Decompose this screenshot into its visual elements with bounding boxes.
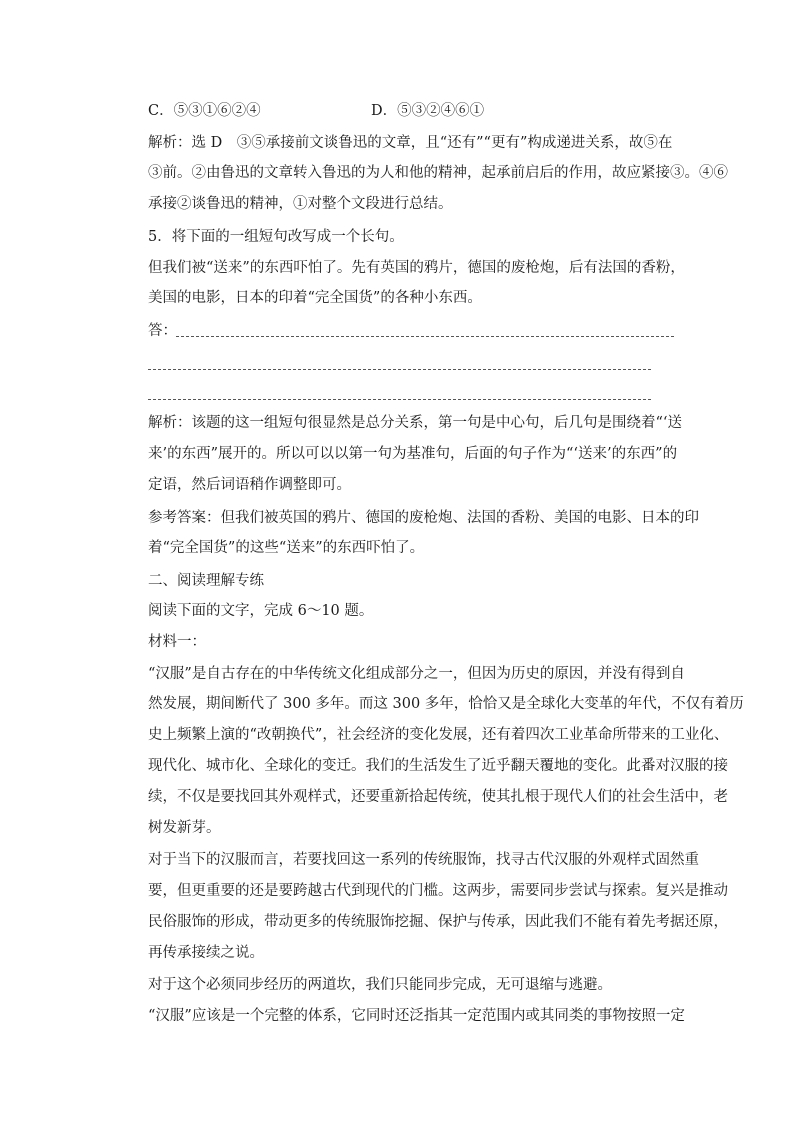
material-label: 材料一： [148, 634, 206, 650]
para1-line-6: 树发新芽。 [148, 820, 221, 836]
para4-line-1: “汉服”应该是一个完整的体系，它同时还泛指其一定范围内或其同类的事物按照一定 [148, 1008, 685, 1024]
q4-analysis-line-2: ③前。②由鲁迅的文章转入鲁迅的为人和他的精神，起承前启后的作用，故应紧接③。④⑥ [148, 165, 728, 181]
answer-blank-line-1[interactable] [176, 336, 674, 337]
q5-reference-answer-line-2: 着“完全国货”的这些“送来”的东西吓怕了。 [148, 540, 425, 556]
reading-instruction: 阅读下面的文字，完成 6～10 题。 [148, 603, 374, 619]
option-d: D．⑤③②④⑥① [371, 103, 485, 119]
section-heading: 二、阅读理解专练 [148, 573, 264, 589]
q5-title: 5．将下面的一组短句改写成一个长句。 [148, 229, 404, 245]
para1-line-2: 然发展，期间断代了 300 多年。而这 300 多年，恰恰又是全球化大变革的年代，不仅有着历 [148, 696, 744, 712]
q4-analysis-line-1: 解析：选 D ③⑤承接前文谈鲁迅的文章，且“还有”“更有”构成递进关系，故⑤在 [148, 135, 673, 151]
para2-line-1: 对于当下的汉服而言，若要找回这一系列的传统服饰，找寻古代汉服的外观样式固然重 [148, 852, 699, 868]
para2-line-4: 再传承接续之说。 [148, 945, 264, 961]
q5-prompt-line-2: 美国的电影，日本的印着“完全国货”的各种小东西。 [148, 290, 482, 306]
para3-line-1: 对于这个必须同步经历的两道坎，我们只能同步完成，无可退缩与逃避。 [148, 977, 612, 993]
para1-line-3: 史上频繁上演的“改朝换代”，社会经济的变化发展，还有着四次工业革命所带来的工业化、 [148, 727, 729, 743]
para1-line-1: “汉服”是自古存在的中华传统文化组成部分之一，但因为历史的原因，并没有得到自 [148, 666, 685, 682]
para1-line-4: 现代化、城市化、全球化的变迁。我们的生活发生了近乎翻天覆地的变化。此番对汉服的接 [148, 758, 728, 774]
answer-label: 答： [148, 323, 177, 339]
answer-blank-line-3[interactable] [148, 399, 651, 400]
q4-analysis-line-3: 承接②谈鲁迅的精神，①对整个文段进行总结。 [148, 196, 453, 212]
para1-line-5: 续，不仅是要找回其外观样式，还要重新拾起传统，使其扎根于现代人们的社会生活中，老 [148, 789, 728, 805]
q5-analysis-line-3: 定语，然后词语稍作调整即可。 [148, 477, 351, 493]
answer-blank-line-2[interactable] [148, 369, 651, 370]
q5-analysis-line-2: 来’的东西”展开的。所以可以以第一句为基准句，后面的句子作为“‘送来’的东西”的 [148, 446, 678, 462]
para2-line-2: 要，但更重要的还是要跨越古代到现代的门槛。这两步，需要同步尝试与探索。复兴是推动 [148, 883, 728, 899]
q5-reference-answer-line-1: 参考答案：但我们被英国的鸦片、德国的废枪炮、法国的香粉、美国的电影、日本的印 [148, 510, 699, 526]
q5-analysis-line-1: 解析：该题的这一组短句很显然是总分关系，第一句是中心句，后几句是围绕着“‘送 [148, 415, 683, 431]
option-c: C．⑤③①⑥②④ [148, 103, 261, 119]
q5-prompt-line-1: 但我们被“送来”的东西吓怕了。先有英国的鸦片，德国的废枪炮，后有法国的香粉， [148, 260, 685, 276]
para2-line-3: 民俗服饰的形成，带动更多的传统服饰挖掘、保护与传承，因此我们不能有着先考据还原， [148, 914, 728, 930]
